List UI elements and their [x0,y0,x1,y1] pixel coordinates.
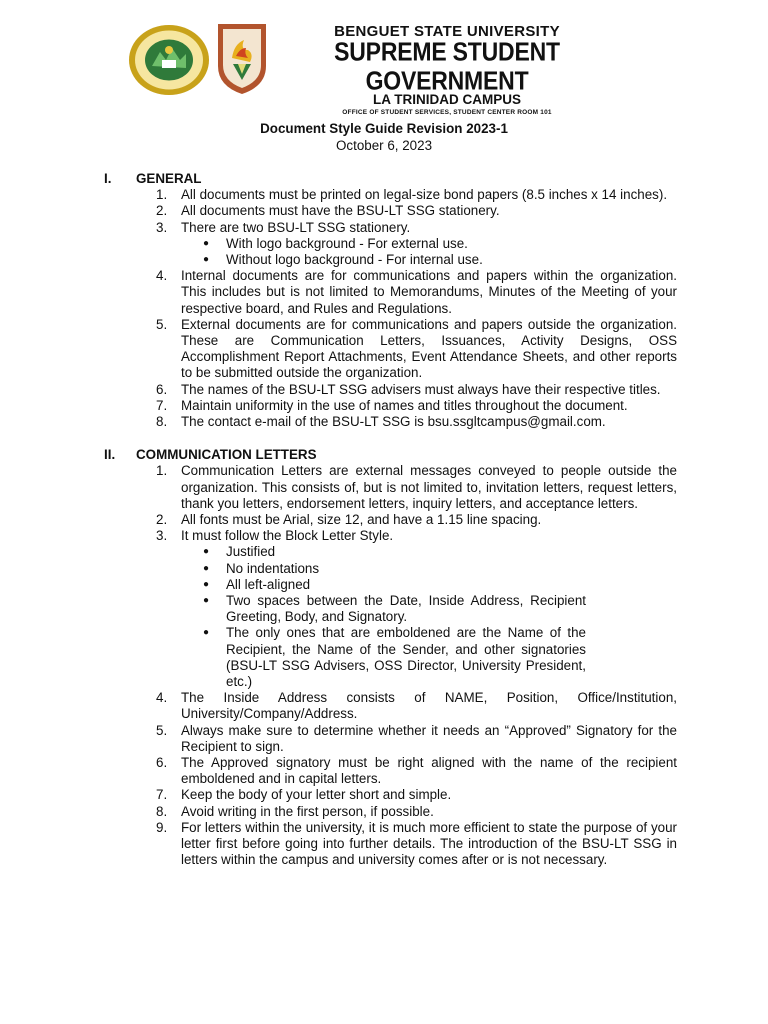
bullet-icon: ● [203,595,210,607]
item-text: Internal documents are for communications and papers within the organization. This includes but is not limited to Memorandums, Minutes of the Meeting of your respective board, and Rules and Regulations. [181,268,677,316]
list-item [0,787,768,803]
bullet-item [0,625,677,690]
list-item [0,317,768,382]
university-name: BENGUET STATE UNIVERSITY [334,23,560,40]
document-body [0,171,768,869]
list-item [0,755,768,787]
bullet-list [181,236,677,268]
bullet-text: No indentations [226,560,320,576]
bullet-item [0,544,677,560]
bullet-icon: ● [203,627,210,639]
numbered-list [0,187,768,430]
item-number: 9. [156,819,168,835]
item-text: External documents are for communications and papers outside the organization. These are Communication Letters, Issuances, Activity Designs, OSS Accomplishment Report Attachments, Event Attendance Sheets, and other reports to be submitted outside the organization. [181,316,677,381]
bullet-icon: ● [203,237,210,249]
item-number: 2. [156,203,168,219]
item-text: Communication Letters are external messages conveyed to people outside the organization. This consists of, but is not limited to, invitation letters, request letters, thank you letters, endorsement letters, inquiry letters, and acceptance letters. [181,463,677,511]
list-item [0,203,768,219]
section-title: COMMUNICATION LETTERS [136,447,317,463]
section-heading [0,171,768,187]
item-text: It must follow the Block Letter Style. [181,528,394,544]
list-item [0,220,768,269]
list-item [0,820,768,869]
bullet-item [0,593,677,625]
bullet-icon: ● [203,578,210,590]
list-item [0,268,768,317]
bullet-item [0,561,677,577]
list-item [0,804,768,820]
bullet-text: All left-aligned [226,576,311,592]
item-number: 8. [156,414,168,430]
list-item [0,382,768,398]
item-number: 1. [156,187,168,203]
item-text: All documents must be printed on legal-size bond papers (8.5 inches x 14 inches). [181,187,668,203]
section-title: GENERAL [136,171,202,186]
item-text: There are two BSU-LT SSG stationery. [181,219,411,235]
bullet-text: Without logo background - For internal use. [226,252,483,267]
university-seal-logo [128,24,210,96]
item-text: For letters within the university, it is much more efficient to state the purpose of your letter first before going into further details. The introduction of the BSU-LT SSG in letters within the campus and university comes after or is not necessary. [181,819,677,868]
ssg-shield-logo [214,20,270,96]
list-item [0,690,768,722]
letterhead-text [282,24,612,119]
item-text: Always make sure to determine whether it needs an “Approved” Signatory for the Recipient to sign. [181,722,677,754]
bullet-item [0,577,677,593]
campus-name: LA TRINIDAD CAMPUS [373,92,521,107]
section-1 [0,171,768,430]
office-address: OFFICE OF STUDENT SERVICES, STUDENT CENTER ROOM 101 [342,109,552,116]
list-item [0,723,768,755]
list-item [0,398,768,414]
item-number: 4. [156,268,168,284]
item-number: 4. [156,690,168,706]
bullet-list [181,544,677,690]
document-heading [0,120,768,154]
item-number: 3. [156,528,168,544]
bullet-item [0,236,677,252]
bullet-icon: ● [203,546,210,558]
numbered-list [0,463,768,868]
item-text: Keep the body of your letter short and simple. [181,787,452,803]
section-2 [0,447,768,868]
item-number: 6. [156,755,168,771]
item-text: The Approved signatory must be right aligned with the name of the recipient emboldened and in capital letters. [181,755,677,787]
section-numeral: II. [104,447,116,463]
item-text: Maintain uniformity in the use of names and titles throughout the document. [181,397,628,413]
item-number: 1. [156,463,168,479]
item-number: 6. [156,381,168,397]
item-text: Avoid writing in the first person, if possible. [181,803,434,819]
section-numeral: I. [104,171,112,186]
bullet-text: With logo background - For external use. [226,235,468,251]
section-spacer [0,430,768,447]
document-date: October 6, 2023 [335,138,433,153]
list-item [0,187,768,203]
list-item [0,512,768,528]
list-item [0,528,768,690]
item-text: The contact e-mail of the BSU-LT SSG is bsu.ssgltcampus@gmail.com. [181,414,606,430]
letterhead [110,14,670,116]
bullet-text: Justified [226,544,276,560]
item-number: 7. [156,787,168,803]
item-text: The Inside Address consists of NAME, Position, Office/Institution, University/Company/Address. [181,690,677,722]
item-number: 2. [156,512,168,528]
item-text: All documents must have the BSU-LT SSG stationery. [181,203,500,219]
ssg-name: SUPREME STUDENT GOVERNMENT [334,36,560,96]
item-number: 5. [156,316,168,332]
item-number: 5. [156,722,168,738]
bullet-item [0,252,677,268]
item-number: 7. [156,397,168,413]
section-heading [0,447,768,463]
bullet-icon: ● [203,254,210,265]
list-item [0,414,768,430]
item-number: 3. [156,219,168,235]
item-number: 8. [156,803,168,819]
item-text: The names of the BSU-LT SSG advisers must always have their respective titles. [181,381,661,397]
list-item [0,463,768,512]
bullet-text: The only ones that are emboldened are the Name of the Recipient, the Name of the Sender, and other signatories (BSU-LT SSG Advisers, OSS Director, University President, etc.) [226,625,586,690]
bullet-icon: ● [203,562,210,574]
bullet-text: Two spaces between the Date, Inside Address, Recipient Greeting, Body, and Signatory. [226,593,586,625]
document-title: Document Style Guide Revision 2023-1 [260,121,508,136]
item-text: All fonts must be Arial, size 12, and have a 1.15 line spacing. [181,512,542,528]
